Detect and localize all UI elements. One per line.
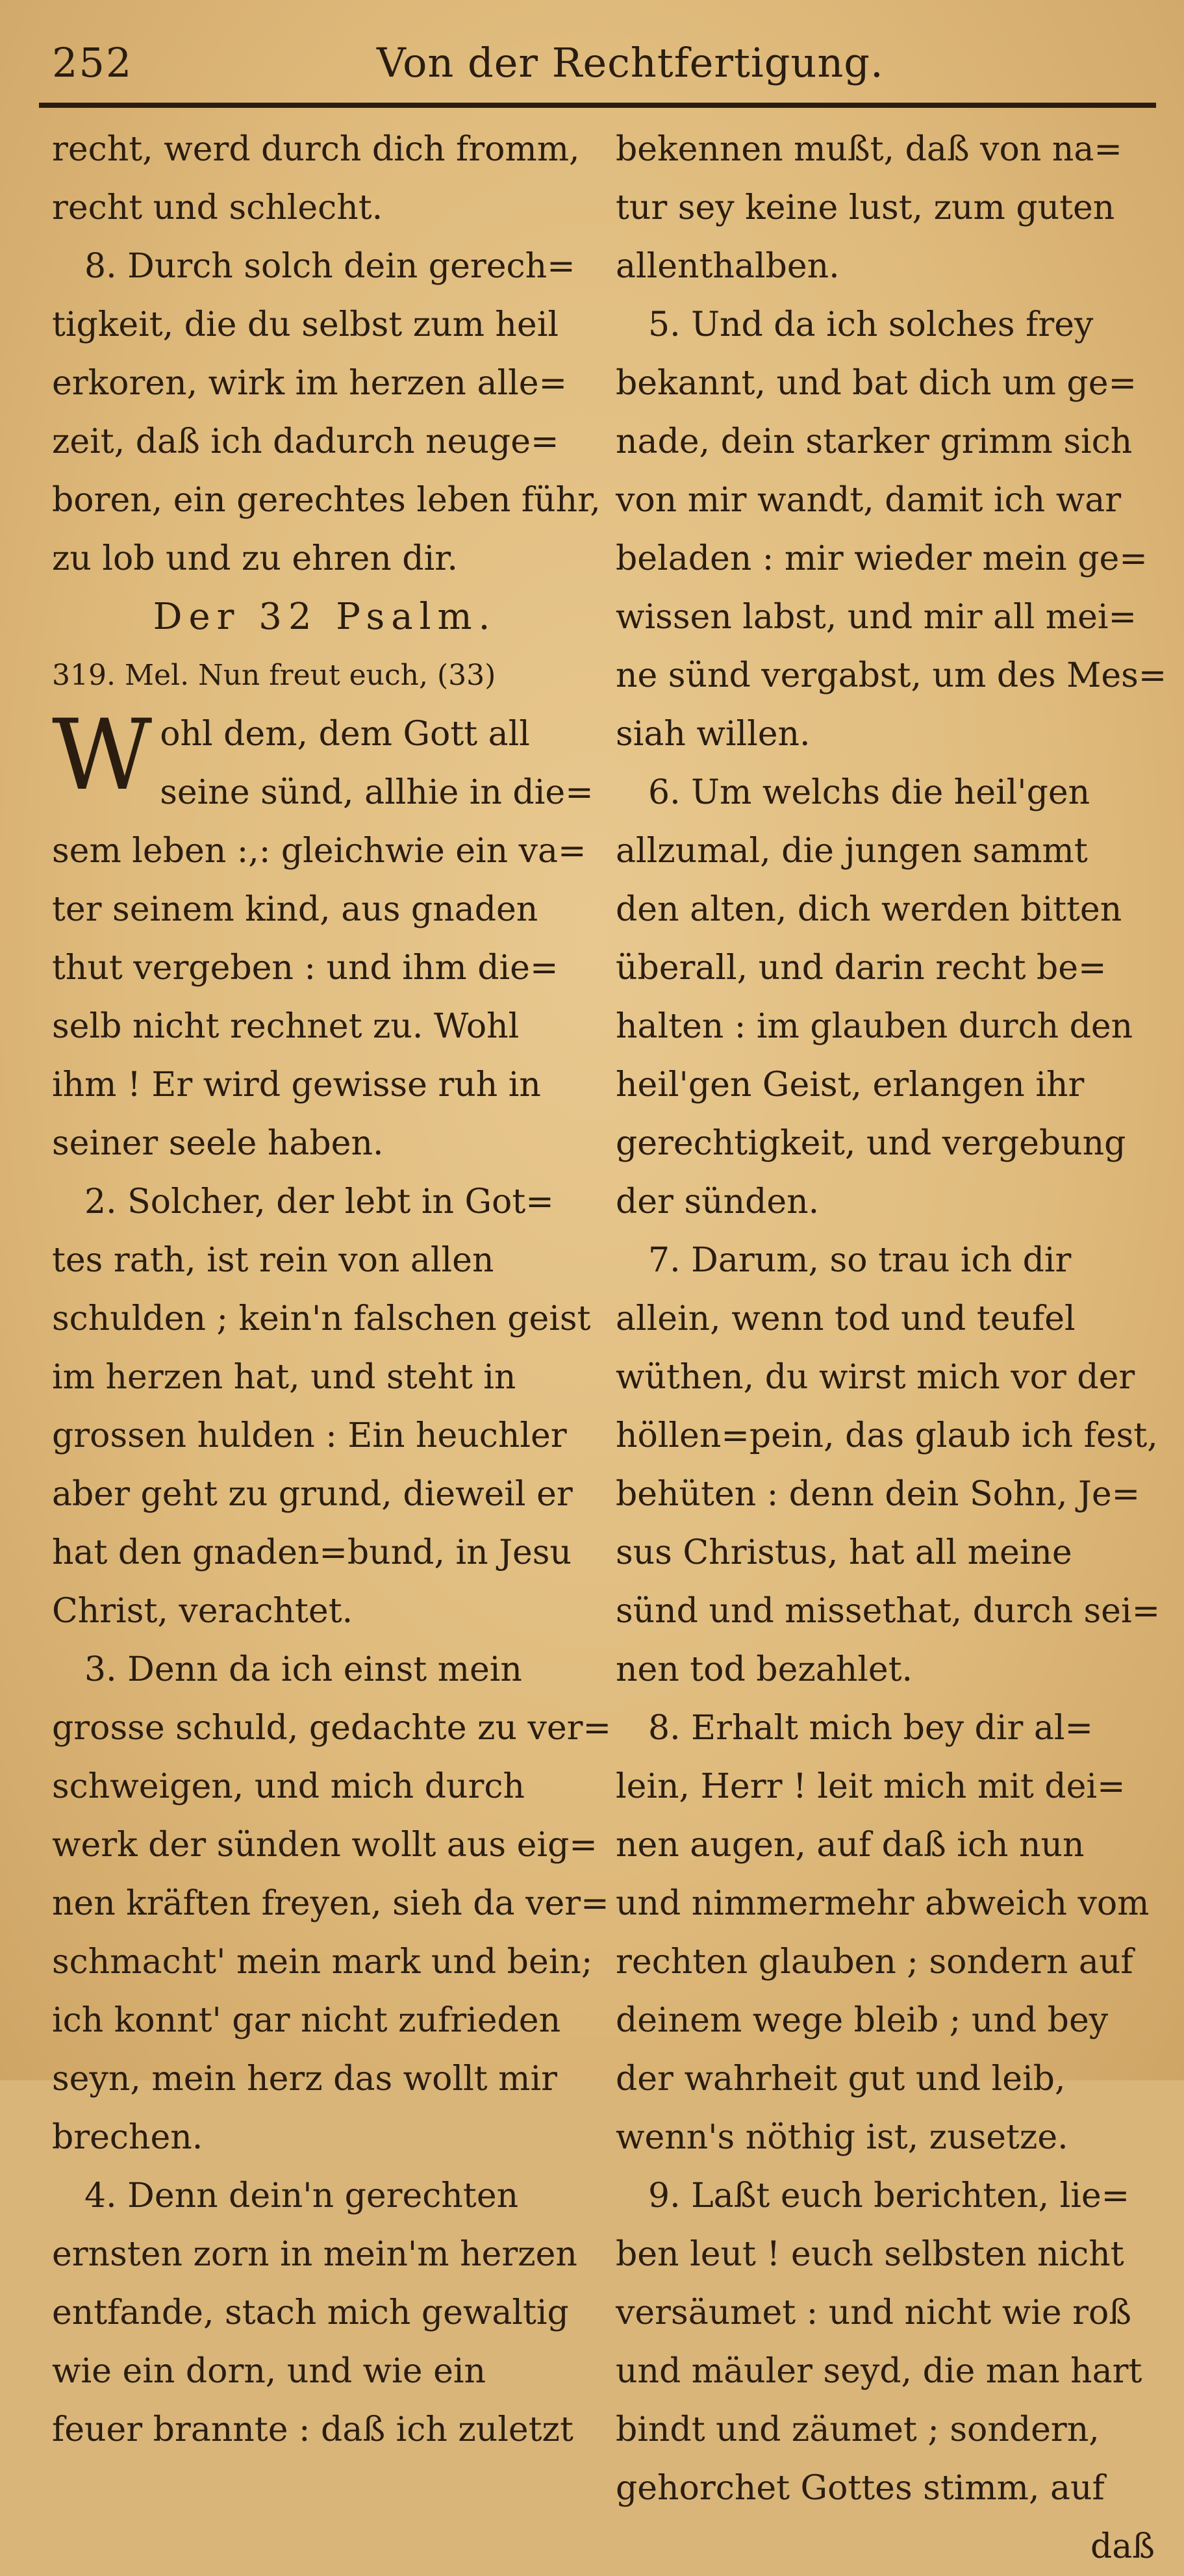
text-line: aber geht zu grund, dieweil er bbox=[52, 1475, 573, 1514]
text-line: selb nicht rechnet zu. Wohl bbox=[52, 1007, 520, 1046]
text-line: nen augen, auf daß ich nun bbox=[616, 1826, 1085, 1865]
text-line: ben leut ! euch selbsten nicht bbox=[616, 2235, 1124, 2274]
text-line: ich konnt' gar nicht zufrieden bbox=[52, 2001, 561, 2040]
page-header bbox=[39, 32, 1156, 97]
text-line: ohl dem, dem Gott all bbox=[160, 715, 530, 754]
text-line: ne sünd vergabst, um des Mes= bbox=[616, 656, 1167, 695]
text-line: wissen labst, und mir all mei= bbox=[616, 598, 1137, 637]
text-line: grossen hulden : Ein heuchler bbox=[52, 1416, 567, 1455]
text-line: erkoren, wirk im herzen alle= bbox=[52, 364, 568, 403]
text-line: bekennen mußt, daß von na= bbox=[616, 130, 1122, 169]
text-line: heil'gen Geist, erlangen ihr bbox=[616, 1065, 1085, 1104]
text-line: tur sey keine lust, zum guten bbox=[616, 188, 1115, 227]
text-line: bindt und zäumet ; sondern, bbox=[616, 2410, 1100, 2449]
text-line: grosse schuld, gedachte zu ver= bbox=[52, 1709, 612, 1748]
text-line: nade, dein starker grimm sich bbox=[616, 422, 1133, 461]
psalm-title: Der 32 Psalm. bbox=[153, 596, 497, 638]
text-line: gehorchet Gottes stimm, auf bbox=[616, 2469, 1105, 2508]
text-line: tigkeit, die du selbst zum heil bbox=[52, 305, 559, 344]
text-line: von mir wandt, damit ich war bbox=[616, 481, 1122, 520]
melody-line: 319. Mel. Nun freut euch, (33) bbox=[52, 659, 496, 692]
text-line: thut vergeben : und ihm die= bbox=[52, 949, 559, 988]
text-line: feuer brannte : daß ich zuletzt bbox=[52, 2410, 573, 2449]
text-line: recht, werd durch dich fromm, bbox=[52, 130, 580, 169]
text-line: entfande, stach mich gewaltig bbox=[52, 2293, 569, 2332]
header-rule bbox=[39, 103, 1156, 108]
text-line: der wahrheit gut und leib, bbox=[616, 2060, 1066, 2098]
text-line: 6. Um welchs die heil'gen bbox=[648, 773, 1090, 812]
text-line: werk der sünden wollt aus eig= bbox=[52, 1826, 598, 1865]
text-line: sünd und missethat, durch sei= bbox=[616, 1592, 1161, 1631]
text-line: Christ, verachtet. bbox=[52, 1592, 353, 1631]
text-line: hat den gnaden=bund, in Jesu bbox=[52, 1533, 572, 1572]
text-line: sem leben :,: gleichwie ein va= bbox=[52, 832, 586, 871]
text-line: der sünden. bbox=[616, 1182, 820, 1221]
text-line: tes rath, ist rein von allen bbox=[52, 1241, 494, 1280]
left-column bbox=[52, 120, 612, 2459]
right-column bbox=[616, 120, 1167, 2576]
text-line: recht und schlecht. bbox=[52, 188, 383, 227]
text-line: halten : im glauben durch den bbox=[616, 1007, 1133, 1046]
text-line: rechten glauben ; sondern auf bbox=[616, 1943, 1133, 1982]
text-line: nen kräften freyen, sieh da ver= bbox=[52, 1884, 609, 1923]
text-line: ter seinem kind, aus gnaden bbox=[52, 890, 538, 929]
text-line: seyn, mein herz das wollt mir bbox=[52, 2060, 557, 2098]
text-line: schmacht' mein mark und bein; bbox=[52, 1943, 593, 1982]
text-line: und mäuler seyd, die man hart bbox=[616, 2352, 1142, 2391]
text-line: ihm ! Er wird gewisse ruh in bbox=[52, 1065, 541, 1104]
text-line: schweigen, und mich durch bbox=[52, 1767, 525, 1806]
text-line: wenn's nöthig ist, zusetze. bbox=[616, 2118, 1068, 2157]
text-line: 5. Und da ich solches frey bbox=[648, 305, 1094, 344]
text-line: 4. Denn dein'n gerechten bbox=[84, 2176, 519, 2215]
text-line: boren, ein gerechtes leben führ, bbox=[52, 481, 601, 520]
page-number: 252 bbox=[52, 39, 133, 86]
text-line: höllen=pein, das glaub ich fest, bbox=[616, 1416, 1158, 1455]
text-line: und nimmermehr abweich vom bbox=[616, 1884, 1150, 1923]
text-line: schulden ; kein'n falschen geist bbox=[52, 1299, 591, 1338]
text-line: 8. Durch solch dein gerech= bbox=[84, 247, 575, 286]
text-line: bekannt, und bat dich um ge= bbox=[616, 364, 1137, 403]
text-line: zeit, daß ich dadurch neuge= bbox=[52, 422, 559, 461]
text-line: seine sünd, allhie in die= bbox=[160, 773, 594, 812]
text-line: im herzen hat, und steht in bbox=[52, 1358, 516, 1397]
running-head: Von der Rechtfertigung. bbox=[377, 39, 884, 86]
text-line: allzumal, die jungen sammt bbox=[616, 832, 1088, 871]
text-line: sus Christus, hat all meine bbox=[616, 1533, 1072, 1572]
text-line: ernsten zorn in mein'm herzen bbox=[52, 2235, 577, 2274]
text-line: 8. Erhalt mich bey dir al= bbox=[648, 1709, 1094, 1748]
text-line: 3. Denn da ich einst mein bbox=[84, 1650, 522, 1689]
text-line: allein, wenn tod und teufel bbox=[616, 1299, 1076, 1338]
text-line: den alten, dich werden bitten bbox=[616, 890, 1122, 929]
text-line: wüthen, du wirst mich vor der bbox=[616, 1358, 1135, 1397]
psalm-opening bbox=[52, 699, 598, 822]
text-line: seiner seele haben. bbox=[52, 1124, 384, 1163]
text-line: gerechtigkeit, und vergebung bbox=[616, 1124, 1126, 1163]
text-line: behüten : denn dein Sohn, Je= bbox=[616, 1475, 1140, 1514]
text-line: überall, und darin recht be= bbox=[616, 949, 1107, 988]
text-line: wie ein dorn, und wie ein bbox=[52, 2352, 486, 2391]
drop-cap: W bbox=[52, 699, 153, 812]
text-line: zu lob und zu ehren dir. bbox=[52, 539, 458, 578]
text-line: 9. Laßt euch berichten, lie= bbox=[648, 2176, 1130, 2215]
text-line: 7. Darum, so trau ich dir bbox=[648, 1241, 1072, 1280]
text-line: nen tod bezahlet. bbox=[616, 1650, 913, 1689]
catchword: daß bbox=[1090, 2527, 1155, 2566]
text-line: 2. Solcher, der lebt in Got= bbox=[84, 1182, 554, 1221]
text-line: versäumet : und nicht wie roß bbox=[616, 2293, 1132, 2332]
text-line: beladen : mir wieder mein ge= bbox=[616, 539, 1148, 578]
text-line: allenthalben. bbox=[616, 247, 840, 286]
text-line: brechen. bbox=[52, 2118, 203, 2157]
text-line: siah willen. bbox=[616, 715, 811, 754]
text-line: lein, Herr ! leit mich mit dei= bbox=[616, 1767, 1126, 1806]
text-line: deinem wege bleib ; und bey bbox=[616, 2001, 1109, 2040]
